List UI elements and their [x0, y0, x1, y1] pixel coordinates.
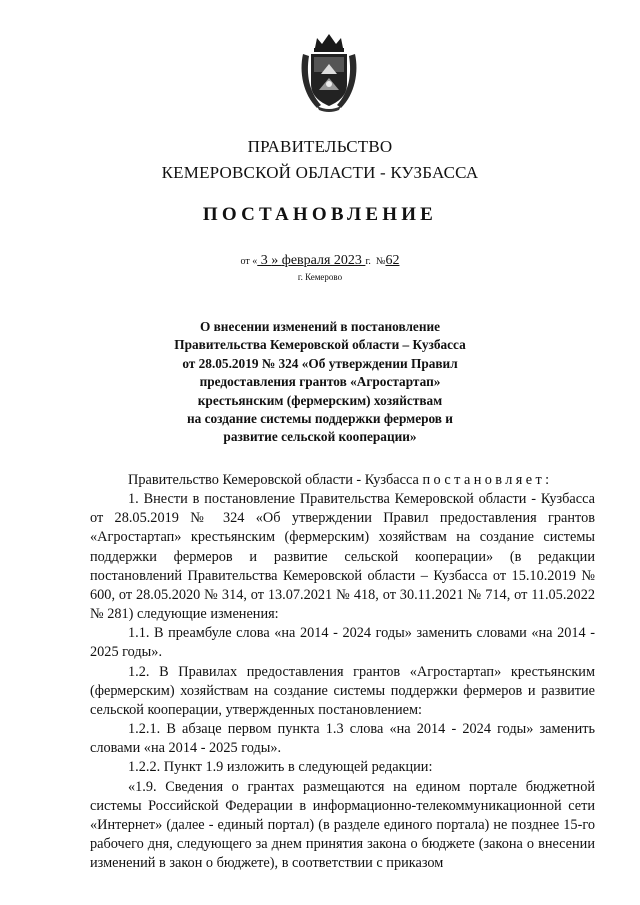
document-type-heading: ПОСТАНОВЛЕНИЕ [202, 204, 438, 225]
document-body [90, 471, 595, 873]
title-line: предоставления грантов «Агростартап» [199, 374, 441, 390]
date-prefix: от « [240, 256, 258, 267]
paragraph-1-2: 1.2. В Правилах предоставления грантов «Агростартап» крестьянским (фермерским) хозяйствам на создание системы поддержки фермеров и развитие сельской кооперации, утвержденных постановлением: [90, 663, 595, 718]
city-name: г. Кемерово [297, 272, 343, 282]
title-line: развитие сельской кооперации» [223, 429, 417, 445]
paragraph-1-1: 1.1. В преамбуле слова «на 2014 - 2024 годы» заменить словами «на 2014 - 2025 годы». [90, 625, 595, 661]
kemerovo-coat-of-arms-icon [297, 32, 361, 112]
paragraph-1: 1. Внести в постановление Правительства Кемеровской области - Кузбасса от 28.05.2019 № 324 «Об утверждении Правил предоставления грантов «Агростартап» крестьянским (фермерским) хозяйствам на создание системы поддержки фермеров и развитие сельской кооперации» (в редакции постановлений Правительства Кемеровской области – Кузбасса от 15.10.2019 № 600, от 28.05.2020 № 314, от 13.07.2021 № 418, от 30.11.2021 № 714, от 11.05.2022 № 281) следующие изменения: [90, 491, 595, 623]
intro-text: Правительство Кемеровской области - Кузбасса [128, 472, 423, 488]
date-day: 3 [257, 253, 272, 268]
crown-icon [314, 34, 344, 52]
paragraph-1-2-2: 1.2.2. Пункт 1.9 изложить в следующей редакции: [128, 759, 433, 776]
government-name-line2: КЕМЕРОВСКОЙ ОБЛАСТИ - КУЗБАССА [161, 163, 479, 182]
title-line: от 28.05.2019 № 324 «Об утверждении Правил [182, 355, 458, 371]
title-line: О внесении изменений в постановление [199, 319, 441, 334]
title-line: на создание системы поддержки фермеров и [187, 411, 453, 427]
title-line: Правительства Кемеровской области – Кузбасса [174, 337, 466, 353]
paragraph-1-9: «1.9. Сведения о грантах размещаются на едином портале бюджетной системы Российской Федерации в информационно-телекоммуникационной сети «Интернет» (далее - единый портал) (в разделе единого портала) не позднее 15-го рабочего дня, следующего за днем принятия закона о бюджете (закона о внесении изменений в закон о бюджете), в соответствии с приказом [90, 778, 595, 872]
number-prefix: № [375, 256, 386, 267]
document-date-number [0, 253, 640, 269]
title-line: крестьянским (фермерским) хозяйствам [197, 392, 443, 408]
shield-icon [311, 54, 347, 106]
government-name-line1: ПРАВИТЕЛЬСТВО [247, 137, 393, 156]
document-title [150, 318, 490, 447]
date-year-suffix: г. [365, 256, 371, 267]
date-month-year: февраля 2023 [281, 253, 366, 268]
intro-resolves: постановляет: [422, 472, 553, 488]
paragraph-1-2-1: 1.2.1. В абзаце первом пункта 1.3 слова «на 2014 - 2024 годы» заменить словами «на 2014 - 2025 годы». [90, 721, 595, 757]
intro-paragraph [90, 471, 595, 490]
document-number: 62 [385, 253, 400, 268]
date-separator: » [271, 253, 282, 268]
